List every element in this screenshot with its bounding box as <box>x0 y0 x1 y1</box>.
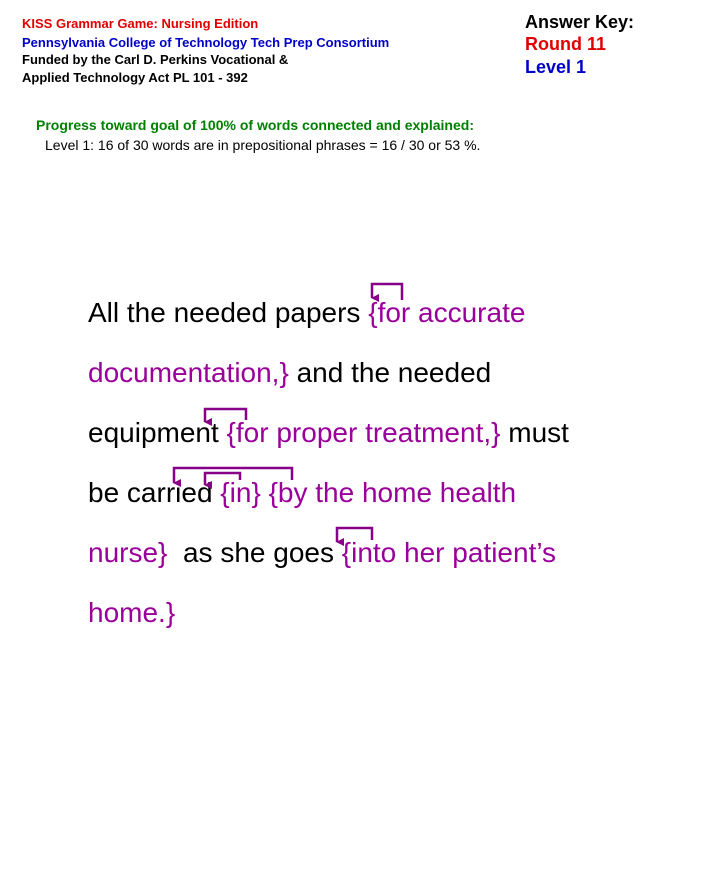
sentence-text: All the needed papers <box>88 297 369 328</box>
prepositional-phrase: {for proper treatment,} <box>226 417 501 448</box>
sentence-text: be carried <box>88 477 221 508</box>
answer-key-label: Answer Key: <box>525 12 635 32</box>
prepositional-phrase: {for accurate <box>368 297 526 328</box>
funding-line-1: Funded by the Carl D. Perkins Vocational & <box>22 52 289 67</box>
sentence-text: equipment <box>88 417 227 448</box>
sentence-text: and the needed <box>288 357 492 388</box>
progress-detail: Level 1: 16 of 30 words are in prepositional phrases = 16 / 30 or 53 %. <box>45 137 481 153</box>
prepositional-phrase: {by the home health <box>268 477 517 508</box>
sentence-line-6 <box>88 596 175 630</box>
prepositional-phrase: documentation,} <box>88 357 289 388</box>
sentence-line-1 <box>88 296 525 330</box>
round-number: Round 11 <box>525 34 607 54</box>
sentence-line-2 <box>88 356 491 390</box>
prepositional-phrase: {in} <box>220 477 261 508</box>
level-number: Level 1 <box>525 57 587 77</box>
prepositional-phrase: home.} <box>88 597 176 628</box>
sentence-line-3 <box>88 416 569 450</box>
sentence-text: as she goes <box>167 537 342 568</box>
sentence-text <box>261 477 269 508</box>
progress-heading: Progress toward goal of 100% of words connected and explained: <box>36 117 474 133</box>
sentence-text: must <box>500 417 569 448</box>
prepositional-phrase: nurse} <box>88 537 168 568</box>
sentence-line-5 <box>88 536 556 570</box>
game-title: KISS Grammar Game: Nursing Edition <box>22 16 259 31</box>
college-name: Pennsylvania College of Technology Tech Prep Consortium <box>22 35 390 50</box>
prepositional-phrase: {into her patient’s <box>341 537 557 568</box>
sentence-line-4 <box>88 476 516 510</box>
funding-line-2: Applied Technology Act PL 101 - 392 <box>22 70 248 85</box>
